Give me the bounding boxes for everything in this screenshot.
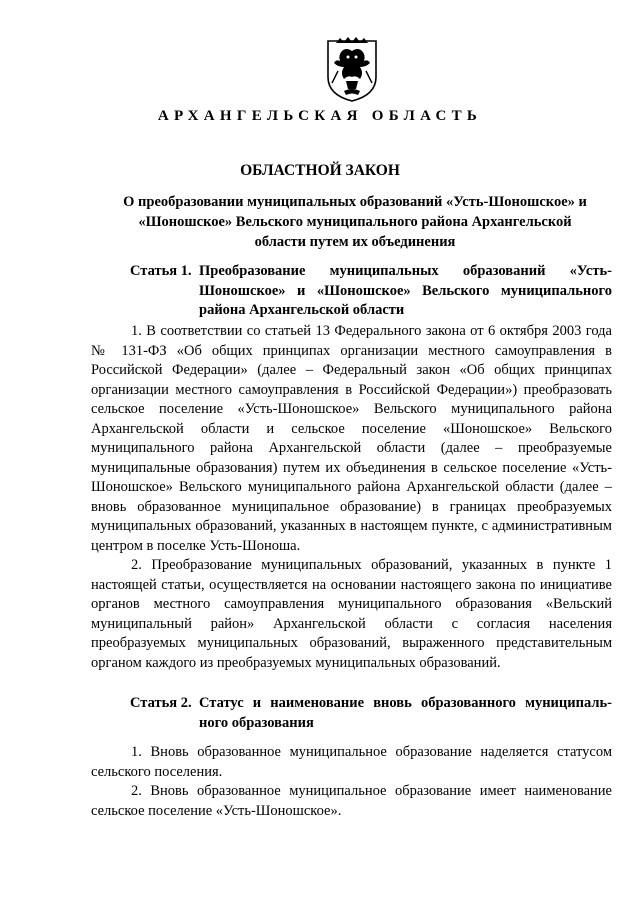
law-title: ОБЛАСТНОЙ ЗАКОН	[240, 162, 400, 179]
article-1-paragraph-2: 2. Преобразование муниципальных образований, указанных в пункте 1 настоящей статьи, осуществляется на основании настоящего закона по инициативе органов местного самоуправления муниципального образования «Вельский муниципальный район» Архангельской области с согласия населения преобразуемых муниципальных образований, выраженного представительным органом каждого из преобразуемых муниципальных образований.	[91, 557, 612, 671]
region-heading: АРХАНГЕЛЬСКАЯ ОБЛАСТЬ	[157, 108, 483, 124]
article-1-heading	[130, 262, 612, 321]
article-2-body	[91, 743, 612, 821]
article-2-title: Статус и наименование вновь образованного муниципаль-ного образования	[199, 695, 612, 731]
law-subject: О преобразовании муниципальных образований «Усть-Шоношское» и «Шоношское» Вельского муниципального района Архангельской области путем их объединения	[123, 194, 587, 250]
article-2-paragraph-2: 2. Вновь образованное муниципальное образование имеет наименование сельское поселение «Усть-Шоношское».	[91, 783, 612, 819]
article-2-heading	[130, 694, 612, 733]
article-1-paragraph-1: 1. В соответствии со статьей 13 Федерального закона от 6 октября 2003 года № 131-ФЗ «Об общих принципах организации местного самоуправления в Российской Федерации» (далее – Федеральный закон «Об общих принципах организации местного самоуправления в Российской Федерации») преобразовать сельское поселение «Усть-Шоношское» Вельского муниципального района Архангельской области и сельское поселение «Шоношское» Вельского муниципального района Архангельской области (далее – преобразуемые муниципальные образования) путем их объединения в сельское поселение «Усть-Шоношское» Вельского муниципального района Архангельской области (далее – вновь образованное муниципальное образование) в границах преобразуемых муниципальных образований, указанных в настоящем пункте, с административным центром в поселке Усть-Шоноша.	[91, 323, 612, 554]
article-1-title: Преобразование муниципальных образований «Усть-Шоношское» и «Шоношское» Вельского муниципального района Архангельской области	[199, 263, 612, 318]
article-2-number: Статья 2.	[130, 695, 192, 711]
article-1-body	[91, 322, 612, 673]
coat-of-arms-icon	[326, 37, 378, 103]
article-1-number: Статья 1.	[130, 263, 192, 279]
article-2-paragraph-1: 1. Вновь образованное муниципальное образование наделяется статусом сельского поселения.	[91, 744, 612, 780]
